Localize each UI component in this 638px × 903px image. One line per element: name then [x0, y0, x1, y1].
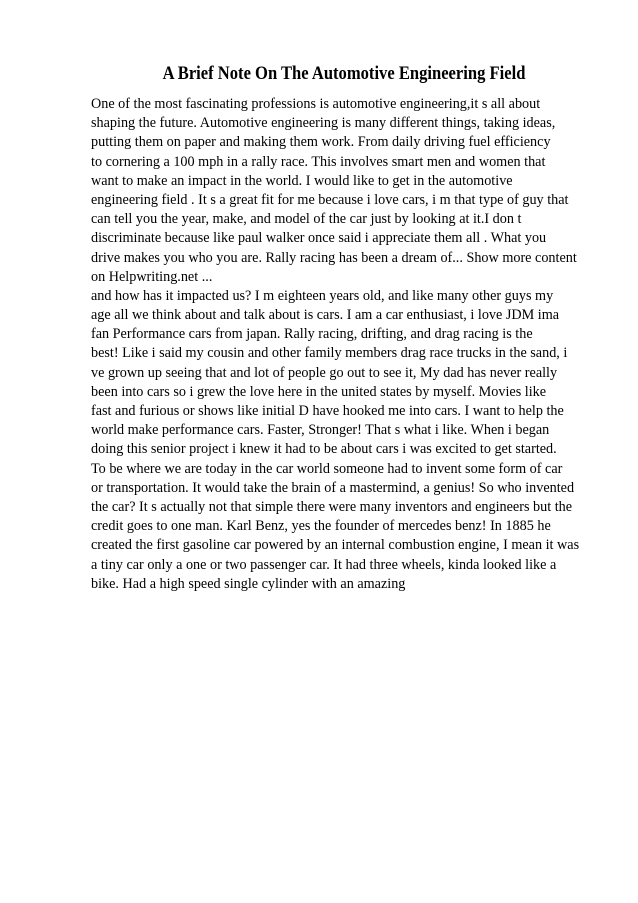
document-title: A Brief Note On The Automotive Engineering Field — [162, 63, 526, 84]
body-line: To be where we are today in the car world someone had to invent some form of car — [91, 460, 563, 477]
body-line: the car? It s actually not that simple there were many inventors and engineers but the — [91, 498, 573, 515]
body-line: created the first gasoline car powered by an internal combustion engine, I mean it was — [91, 537, 580, 554]
body-line: to cornering a 100 mph in a rally race. This involves smart men and women that — [91, 153, 546, 170]
body-line: shaping the future. Automotive engineering is many different things, taking ideas, — [91, 115, 556, 132]
body-line: and how has it impacted us? I m eighteen years old, and like many other guys my — [91, 287, 554, 304]
body-line: bike. Had a high speed single cylinder with an amazing — [91, 575, 406, 592]
body-line: age all we think about and talk about is cars. I am a car enthusiast, i love JDM ima — [91, 307, 560, 324]
body-line: putting them on paper and making them work. From daily driving fuel efficiency — [91, 134, 551, 151]
body-line: ve grown up seeing that and lot of people go out to see it, My dad has never really — [91, 364, 558, 381]
body-line: engineering field . It s a great fit for me because i love cars, i m that type of guy that — [91, 191, 569, 208]
body-line: fast and furious or shows like initial D have hooked me into cars. I want to help the — [91, 403, 564, 419]
body-line: been into cars so i grew the love here in the united states by myself. Movies like — [91, 383, 547, 400]
body-line: on Helpwriting.net ... — [91, 268, 213, 285]
body-line: can tell you the year, make, and model of the car just by looking at it.I don t — [91, 211, 522, 228]
document-body — [91, 95, 611, 594]
body-line: or transportation. It would take the brain of a mastermind, a genius! So who invented — [91, 479, 575, 496]
body-line: One of the most fascinating professions is automotive engineering,it s all about — [91, 96, 541, 112]
body-line: fan Performance cars from japan. Rally racing, drifting, and drag racing is the — [91, 326, 533, 343]
body-line: world make performance cars. Faster, Stronger! That s what i like. When i began — [91, 422, 550, 439]
body-line: credit goes to one man. Karl Benz, yes the founder of mercedes benz! In 1885 he — [91, 518, 551, 535]
body-line: discriminate because like paul walker once said i appreciate them all . What you — [91, 230, 547, 247]
body-line: a tiny car only a one or two passenger car. It had three wheels, kinda looked like a — [91, 556, 557, 573]
body-line: best! Like i said my cousin and other family members drag race trucks in the sand, i — [91, 345, 568, 362]
body-line: drive makes you who you are. Rally racing has been a dream of... Show more content — [91, 249, 577, 266]
body-line: want to make an impact in the world. I would like to get in the automotive — [91, 172, 513, 189]
body-line: doing this senior project i knew it had to be about cars i was excited to get started. — [91, 441, 557, 458]
